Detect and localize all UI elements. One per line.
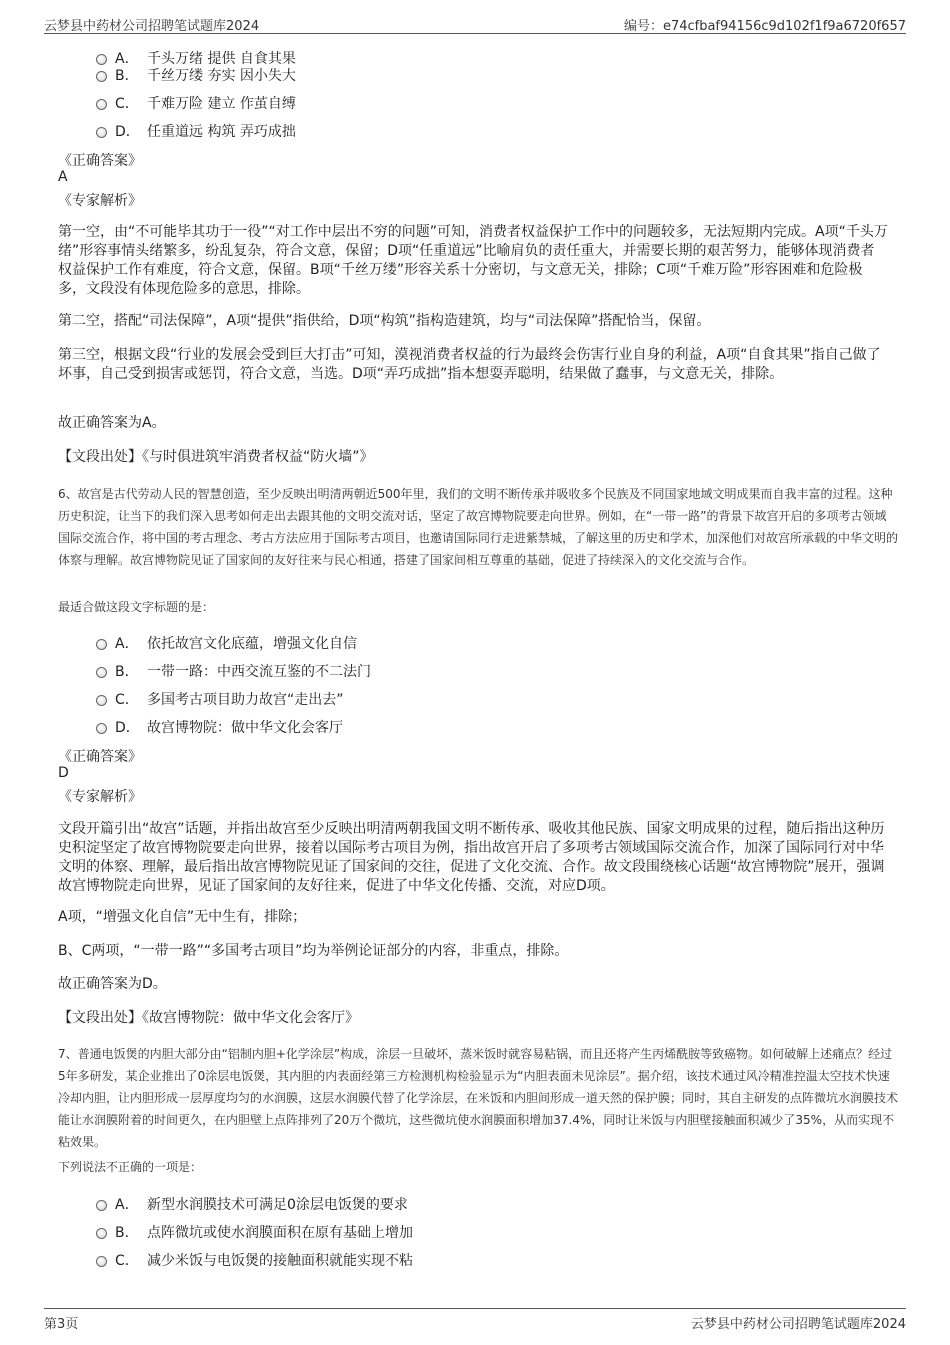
radio-icon[interactable]	[96, 1228, 107, 1239]
q5-analysis-title: 《专家解析》	[58, 193, 142, 209]
q5-source: 【文段出处】《与时俱进筑牢消费者权益“防火墙”》	[58, 449, 374, 465]
header-doc-id: 编号：e74cfbaf94156c9d102f1f9a6720f657	[623, 19, 906, 34]
q5-analysis-p3: 第三空，根据文段“行业的发展会受到巨大打击”可知，漠视消费者权益的行为最终会伤害行业自身的利益，A项“自食其果”指自己做了坏事，自己受到损害或惩罚，符合文意，当选。D项“弄巧成拙”指本想耍弄聪明，结果做了蠢事，与文意无关，排除。	[58, 347, 881, 382]
radio-icon[interactable]	[96, 71, 107, 82]
radio-icon[interactable]	[96, 695, 107, 706]
q5-option-a[interactable]: A． 千头万绪 提供 自食其果	[96, 48, 296, 68]
radio-icon[interactable]	[96, 54, 107, 65]
q6-answer-title: 《正确答案》	[58, 749, 142, 765]
q6-analysis-p4: 故正确答案为D。	[58, 976, 167, 992]
q7-question: 下列说法不正确的一项是：	[58, 1160, 203, 1174]
q5-answer: A	[58, 169, 68, 185]
radio-icon[interactable]	[96, 639, 107, 650]
radio-icon[interactable]	[96, 127, 107, 138]
q6-question: 最适合做这段文字标题的是：	[58, 600, 215, 614]
page-footer	[44, 1308, 906, 1332]
q6-source: 【文段出处】《故宫博物院：做中华文化会客厅》	[58, 1010, 359, 1026]
q5-option-d[interactable]: D． 任重道远 构筑 弄巧成拙	[96, 121, 296, 141]
header-title: 云梦县中药材公司招聘笔试题库2024	[44, 19, 260, 34]
q6-option-d[interactable]: D． 故宫博物院：做中华文化会客厅	[96, 717, 343, 737]
page-header	[44, 13, 906, 34]
q6-answer: D	[58, 765, 69, 781]
q6-analysis-p3: B、C两项，“一带一路”“多国考古项目”均为举例论证部分的内容，非重点，排除。	[58, 943, 569, 959]
q6-analysis-title: 《专家解析》	[58, 789, 142, 805]
radio-icon[interactable]	[96, 1256, 107, 1267]
q5-answer-title: 《正确答案》	[58, 153, 142, 169]
footer-title: 云梦县中药材公司招聘笔试题库2024	[690, 1317, 906, 1332]
radio-icon[interactable]	[96, 723, 107, 734]
q6-stem: 6、故宫是古代劳动人民的智慧创造，至少反映出明清两朝近500年里，我们的文明不断传承并吸收多个民族及不同国家地域文明成果而自我丰富的过程。这种历史积淀，让当下的我们深入思考如何走出去跟其他的文明交流对话，坚定了故宫博物院要走向世界。例如，在“一带一路”的背景下故宫开启的多项考古领域国际交流合作，将中国的考古理念、考古方法应用于国际考古项目，也邀请国际同行走进紫禁城，了解这里的历史和学术，加深他们对故宫所承载的中华文明的体察与理解。故宫博物院见证了国家间的友好往来与民心相通，搭建了国家间相互尊重的基础，促进了持续深入的文化交流与合作。	[58, 487, 899, 567]
q7-option-a[interactable]: A． 新型水润膜技术可满足0涂层电饭煲的要求	[96, 1194, 408, 1214]
q5-analysis-p1: 第一空，由“不可能毕其功于一役”“对工作中层出不穷的问题”可知，消费者权益保护工作中的问题较多，无法短期内完成。A项“千头万绪”形容事情头绪繁多，纷乱复杂，符合文意，保留；D项“任重道远”比喻肩负的责任重大，并需要长期的艰苦努力，能够体现消费者权益保护工作有难度，符合文意，保留。B项“千丝万缕”形容关系十分密切，与文意无关，排除；C项“千难万险”形容困难和危险极多，文段没有体现危险多的意思，排除。	[58, 224, 888, 297]
q6-option-c[interactable]: C． 多国考古项目助力故宫“走出去”	[96, 689, 344, 709]
q5-option-c[interactable]: C． 千难万险 建立 作茧自缚	[96, 93, 296, 113]
q5-analysis-p2: 第二空，搭配“司法保障”，A项“提供”指供给，D项“构筑”指构造建筑，均与“司法保障”搭配恰当，保留。	[58, 313, 711, 329]
radio-icon[interactable]	[96, 99, 107, 110]
q6-analysis-p2: A项，“增强文化自信”无中生有，排除；	[58, 909, 307, 925]
q7-option-c[interactable]: C． 减少米饭与电饭煲的接触面积就能实现不粘	[96, 1250, 413, 1270]
q6-option-a[interactable]: A． 依托故宫文化底蕴，增强文化自信	[96, 633, 357, 653]
page-number: 第3页	[44, 1317, 79, 1332]
q6-analysis-p1: 文段开篇引出“故宫”话题，并指出故宫至少反映出明清两朝我国文明不断传承、吸收其他民族、国家文明成果的过程，随后指出这种历史积淀坚定了故宫博物院要走向世界，接着以国际考古项目为例，指出故宫开启了多项考古领域国际交流合作，加深了国际同行对中华文明的体察、理解，最后指出故宫博物院见证了国家间的交往，促进了文化交流、合作。故文段围绕核心话题“故宫博物院”展开，强调故宫博物院走向世界，见证了国家间的友好往来，促进了中华文化传播、交流，对应D项。	[58, 821, 885, 894]
q5-analysis-p4: 故正确答案为A。	[58, 415, 166, 431]
radio-icon[interactable]	[96, 1200, 107, 1211]
q5-option-b[interactable]: B． 千丝万缕 夯实 因小失大	[96, 65, 296, 85]
q7-option-b[interactable]: B． 点阵微坑或使水润膜面积在原有基础上增加	[96, 1222, 413, 1242]
q7-stem: 7、普通电饭煲的内胆大部分由“铝制内胆+化学涂层”构成，涂层一旦破坏，蒸米饭时就容易粘锅，而且还将产生丙烯酰胺等致癌物。如何破解上述痛点？经过5年多研发，某企业推出了0涂层电饭煲，其内胆的内表面经第三方检测机构检验显示为“内胆表面未见涂层”。据介绍，该技术通过风冷精准控温太空技术快速冷却内胆，让内胆形成一层厚度均匀的水润膜，这层水润膜代替了化学涂层，在米饭和内胆间形成一道天然的保护膜；同时，其自主研发的点阵微坑水润膜技术能让水润膜附着的时间更久，在内胆壁上点阵排列了20万个微坑，这些微坑使水润膜面积增加37.4%，同时让米饭与内胆壁接触面积减少了35%，从而实现不粘效果。	[58, 1047, 899, 1149]
radio-icon[interactable]	[96, 667, 107, 678]
q6-option-b[interactable]: B． 一带一路：中西交流互鉴的不二法门	[96, 661, 371, 681]
